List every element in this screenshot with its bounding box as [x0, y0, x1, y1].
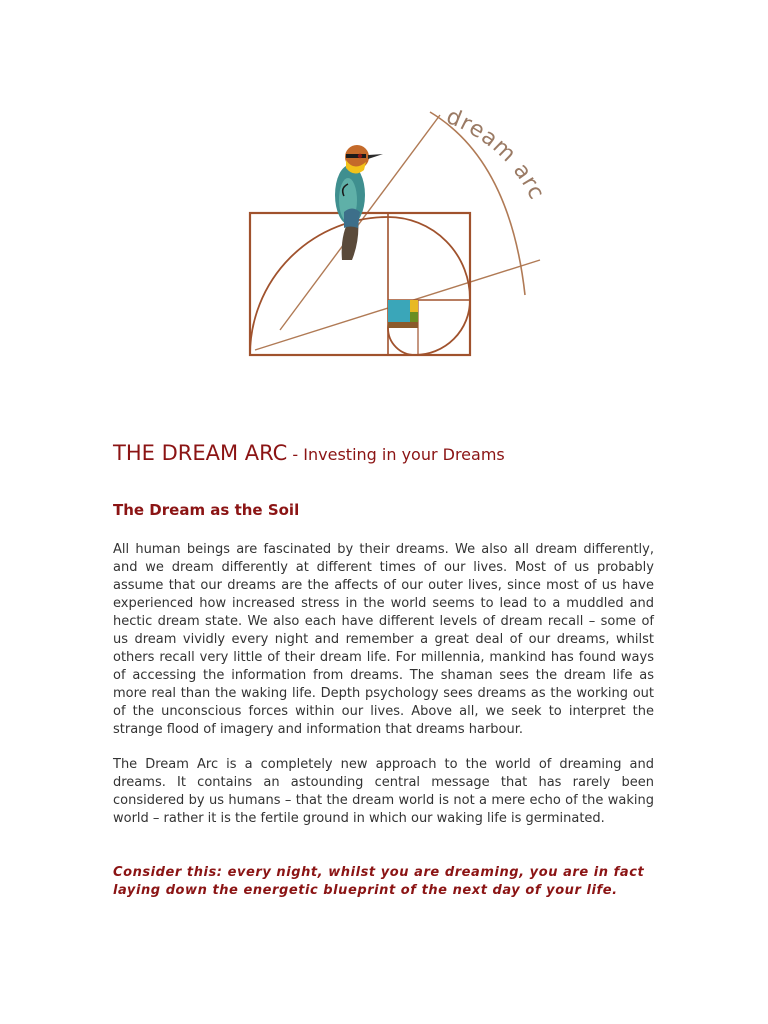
spiral-square-yellow — [410, 300, 418, 312]
page-title-main: THE DREAM ARC — [113, 441, 288, 465]
bee-eater-bird — [335, 145, 383, 260]
spiral-square-teal — [388, 300, 410, 322]
spiral-square-brown — [388, 322, 418, 328]
callout-text: Consider this: every night, whilst you are dreaming, you are in fact laying down the energetic blueprint of the next day of your life. — [113, 865, 645, 898]
golden-spiral — [250, 217, 470, 355]
section-heading: The Dream as the Soil — [113, 501, 300, 519]
spiral-square-green — [410, 312, 418, 322]
page-title-separator: - — [287, 445, 304, 464]
body-paragraph-2: The Dream Arc is a completely new approach to the world of dreaming and dreams. It contains an astounding central message that has rarely been considered by us humans – that the dream world is not a mere echo of the waking world – rather it is the fertile ground in which our waking life is germinated. — [113, 757, 654, 826]
logo-wordmark: dream arc — [442, 104, 550, 205]
page-title — [113, 430, 505, 468]
body-paragraph-1: All human beings are fascinated by their dreams. We also all dream differently, and we dream differently at different times of our lives. Most of us probably assume that our dreams are the affects of our outer lives, since most of us have experienced how increased stress in the world seems to lead to a muddled and hectic dream state. We also each have different levels of dream recall – some of us dream vividly every night and remember a great deal of our dreams, whilst others recall very little of their dream life. For millennia, mankind has found ways of accessing the information from dreams. The shaman sees the dream life as more real than the waking life. Depth psychology sees dreams as the working out of the unconscious forces within our lives. Above all, we seek to interpret the strange flood of imagery and information that dreams harbour. — [113, 542, 654, 737]
page-subtitle: Investing in your Dreams — [303, 445, 505, 464]
dream-arc-logo — [240, 100, 560, 365]
